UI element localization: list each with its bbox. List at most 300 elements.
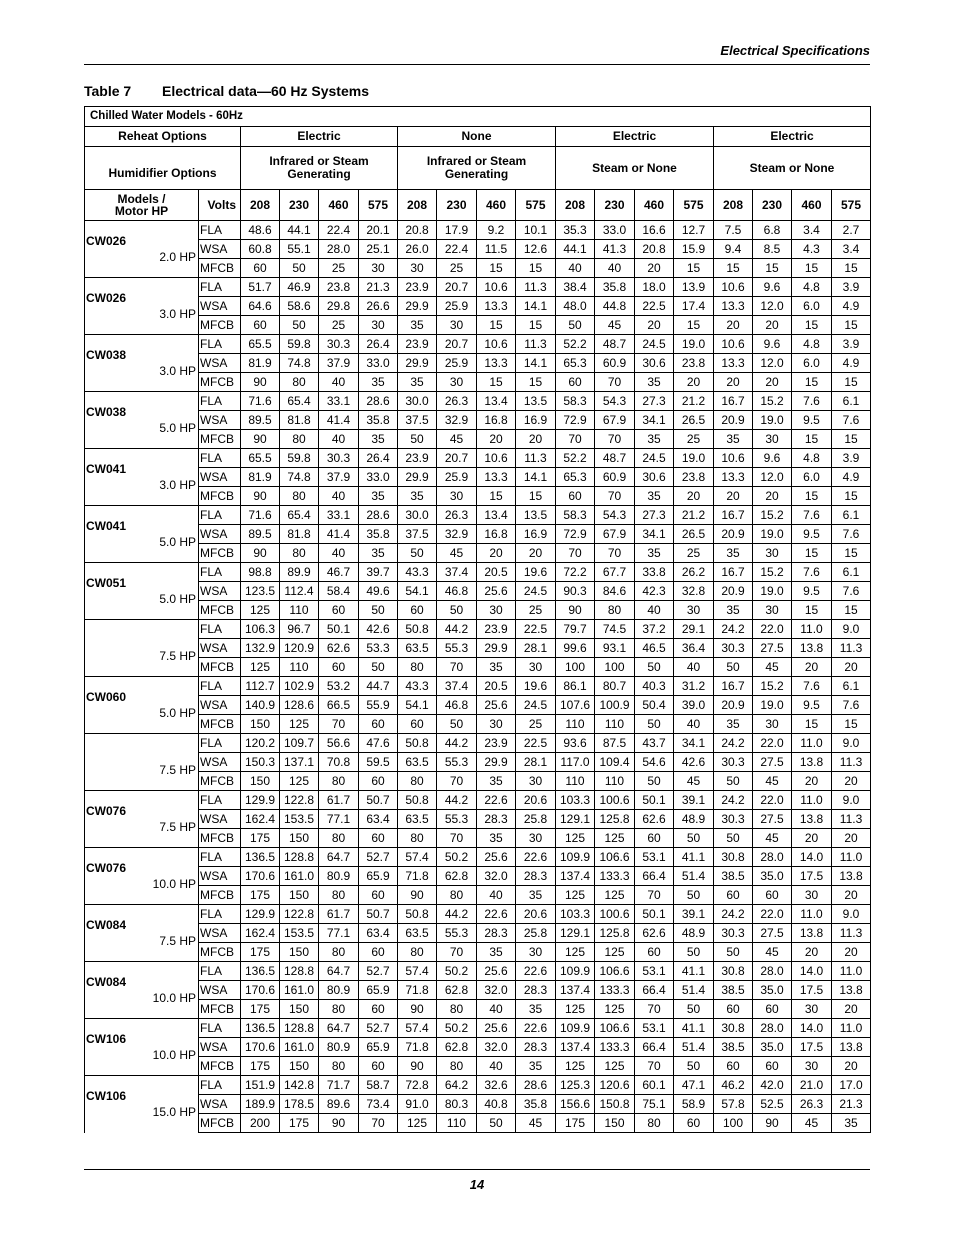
data-cell: 6.1 bbox=[832, 506, 871, 525]
data-cell: 37.4 bbox=[437, 677, 477, 696]
data-cell: 34.1 bbox=[635, 525, 674, 544]
data-cell: 80 bbox=[319, 772, 359, 791]
data-cell: 15 bbox=[792, 487, 832, 506]
data-cell: 80.9 bbox=[319, 981, 359, 1000]
data-cell: 39.7 bbox=[359, 563, 398, 582]
table-row bbox=[85, 601, 871, 620]
data-cell: 117.0 bbox=[556, 753, 595, 772]
data-cell: 103.3 bbox=[556, 905, 595, 924]
data-cell: 38.5 bbox=[714, 867, 753, 886]
metric-label: WSA bbox=[199, 354, 241, 373]
data-cell: 93.6 bbox=[556, 734, 595, 753]
data-cell: 20 bbox=[516, 430, 556, 449]
data-cell: 35 bbox=[477, 943, 516, 962]
data-cell: 20.7 bbox=[437, 278, 477, 297]
data-cell: 15 bbox=[832, 487, 871, 506]
data-cell: 21.2 bbox=[674, 392, 714, 411]
data-cell: 128.8 bbox=[280, 848, 319, 867]
data-cell: 6.0 bbox=[792, 297, 832, 316]
data-cell: 40 bbox=[595, 259, 635, 278]
data-cell: 15 bbox=[753, 259, 792, 278]
data-cell: 20 bbox=[753, 373, 792, 392]
model-cell-spacer bbox=[85, 297, 199, 316]
data-cell: 35 bbox=[477, 772, 516, 791]
data-cell: 70 bbox=[437, 829, 477, 848]
data-cell: 6.0 bbox=[792, 354, 832, 373]
data-cell: 13.3 bbox=[714, 468, 753, 487]
data-cell: 50 bbox=[635, 658, 674, 677]
data-cell: 54.3 bbox=[595, 506, 635, 525]
data-cell: 35.8 bbox=[516, 1095, 556, 1114]
data-cell: 45 bbox=[753, 658, 792, 677]
data-cell: 25.9 bbox=[437, 354, 477, 373]
data-cell: 50.1 bbox=[319, 620, 359, 639]
data-cell: 30 bbox=[398, 259, 437, 278]
data-cell: 21.2 bbox=[674, 506, 714, 525]
data-cell: 43.3 bbox=[398, 563, 437, 582]
data-cell: 13.8 bbox=[832, 981, 871, 1000]
data-cell: 50 bbox=[674, 829, 714, 848]
data-cell: 15.2 bbox=[753, 677, 792, 696]
model-cell-spacer bbox=[85, 772, 199, 791]
data-cell: 74.8 bbox=[280, 354, 319, 373]
metric-label: MFCB bbox=[199, 1057, 241, 1076]
data-cell: 58.6 bbox=[280, 297, 319, 316]
data-cell: 24.2 bbox=[714, 905, 753, 924]
data-cell: 125 bbox=[595, 829, 635, 848]
model-cell bbox=[85, 335, 199, 378]
data-cell: 28.0 bbox=[753, 848, 792, 867]
data-cell: 150 bbox=[280, 1057, 319, 1076]
metric-label: FLA bbox=[199, 1076, 241, 1095]
model-cell-spacer bbox=[85, 886, 199, 905]
data-cell: 123.5 bbox=[241, 582, 280, 601]
data-cell: 44.1 bbox=[280, 221, 319, 240]
data-cell: 70 bbox=[359, 1114, 398, 1133]
data-cell: 6.8 bbox=[753, 221, 792, 240]
data-cell: 125 bbox=[595, 943, 635, 962]
data-cell: 150.3 bbox=[241, 753, 280, 772]
data-cell: 70 bbox=[437, 772, 477, 791]
data-cell: 52.7 bbox=[359, 848, 398, 867]
data-cell: 41.4 bbox=[319, 411, 359, 430]
table-row bbox=[85, 734, 871, 753]
data-cell: 41.4 bbox=[319, 525, 359, 544]
data-cell: 109.4 bbox=[595, 753, 635, 772]
data-cell: 90 bbox=[398, 1057, 437, 1076]
metric-label: WSA bbox=[199, 696, 241, 715]
data-cell: 106.6 bbox=[595, 962, 635, 981]
data-cell: 70 bbox=[635, 886, 674, 905]
data-cell: 3.4 bbox=[792, 221, 832, 240]
data-cell: 67.9 bbox=[595, 411, 635, 430]
data-cell: 30.3 bbox=[714, 639, 753, 658]
data-cell: 20 bbox=[714, 316, 753, 335]
data-cell: 50 bbox=[437, 715, 477, 734]
data-cell: 77.1 bbox=[319, 924, 359, 943]
table-row bbox=[85, 829, 871, 848]
data-cell: 70 bbox=[635, 1000, 674, 1019]
data-cell: 25.6 bbox=[477, 696, 516, 715]
model-cell-spacer bbox=[85, 981, 199, 1000]
data-cell: 13.3 bbox=[477, 354, 516, 373]
data-cell: 175 bbox=[241, 829, 280, 848]
data-cell: 84.6 bbox=[595, 582, 635, 601]
data-cell: 20 bbox=[635, 316, 674, 335]
data-cell: 129.9 bbox=[241, 791, 280, 810]
volts-header: 230 bbox=[753, 190, 792, 221]
data-cell: 27.5 bbox=[753, 753, 792, 772]
volts-header: 230 bbox=[437, 190, 477, 221]
model-cell-spacer bbox=[85, 354, 199, 373]
data-cell: 62.6 bbox=[319, 639, 359, 658]
table-row bbox=[85, 487, 871, 506]
volts-header: 230 bbox=[280, 190, 319, 221]
data-cell: 13.8 bbox=[792, 753, 832, 772]
data-cell: 30 bbox=[516, 829, 556, 848]
data-cell: 89.5 bbox=[241, 525, 280, 544]
data-cell: 64.7 bbox=[319, 1019, 359, 1038]
data-cell: 27.3 bbox=[635, 506, 674, 525]
data-cell: 26.5 bbox=[674, 525, 714, 544]
data-cell: 60.9 bbox=[595, 354, 635, 373]
data-cell: 26.3 bbox=[437, 392, 477, 411]
data-cell: 50.8 bbox=[398, 791, 437, 810]
data-cell: 58.9 bbox=[674, 1095, 714, 1114]
metric-label: MFCB bbox=[199, 886, 241, 905]
table-row bbox=[85, 1076, 871, 1095]
data-cell: 60 bbox=[635, 943, 674, 962]
data-cell: 30 bbox=[359, 316, 398, 335]
data-cell: 20 bbox=[635, 259, 674, 278]
metric-label: FLA bbox=[199, 506, 241, 525]
data-cell: 33.0 bbox=[359, 468, 398, 487]
data-cell: 50 bbox=[714, 829, 753, 848]
data-cell: 90 bbox=[753, 1114, 792, 1133]
data-cell: 50.1 bbox=[635, 791, 674, 810]
metric-label: MFCB bbox=[199, 430, 241, 449]
data-cell: 150 bbox=[241, 715, 280, 734]
data-cell: 81.9 bbox=[241, 468, 280, 487]
data-cell: 53.1 bbox=[635, 962, 674, 981]
data-cell: 30.0 bbox=[398, 506, 437, 525]
data-cell: 12.6 bbox=[516, 240, 556, 259]
reheat-option: Electric bbox=[714, 127, 871, 147]
table-row bbox=[85, 297, 871, 316]
metric-label: MFCB bbox=[199, 658, 241, 677]
metric-label: FLA bbox=[199, 677, 241, 696]
data-cell: 38.5 bbox=[714, 981, 753, 1000]
data-cell: 26.3 bbox=[792, 1095, 832, 1114]
metric-label: MFCB bbox=[199, 829, 241, 848]
data-cell: 46.8 bbox=[437, 582, 477, 601]
data-cell: 20 bbox=[832, 943, 871, 962]
data-cell: 20 bbox=[832, 886, 871, 905]
data-cell: 30.8 bbox=[714, 962, 753, 981]
data-cell: 128.8 bbox=[280, 1019, 319, 1038]
data-cell: 73.4 bbox=[359, 1095, 398, 1114]
metric-label: WSA bbox=[199, 981, 241, 1000]
data-cell: 51.4 bbox=[674, 981, 714, 1000]
data-cell: 48.0 bbox=[556, 297, 595, 316]
metric-label: FLA bbox=[199, 734, 241, 753]
data-cell: 25.6 bbox=[477, 582, 516, 601]
data-cell: 54.3 bbox=[595, 392, 635, 411]
table-row bbox=[85, 1095, 871, 1114]
data-cell: 50.8 bbox=[398, 734, 437, 753]
data-cell: 129.1 bbox=[556, 810, 595, 829]
data-cell: 11.0 bbox=[832, 1019, 871, 1038]
data-cell: 40 bbox=[674, 715, 714, 734]
metric-label: FLA bbox=[199, 563, 241, 582]
reheat-options-label: Reheat Options bbox=[85, 127, 241, 147]
data-cell: 63.5 bbox=[398, 924, 437, 943]
data-cell: 106.6 bbox=[595, 848, 635, 867]
motor-hp: 3.0 HP bbox=[159, 307, 196, 321]
data-cell: 100.6 bbox=[595, 905, 635, 924]
table-row bbox=[85, 867, 871, 886]
model-cell-spacer bbox=[85, 658, 199, 677]
data-cell: 26.2 bbox=[674, 563, 714, 582]
motor-hp: 7.5 HP bbox=[159, 934, 196, 948]
data-cell: 45 bbox=[753, 943, 792, 962]
data-cell: 40 bbox=[319, 373, 359, 392]
data-cell: 37.5 bbox=[398, 411, 437, 430]
data-cell: 25 bbox=[319, 316, 359, 335]
data-cell: 106.3 bbox=[241, 620, 280, 639]
data-cell: 24.2 bbox=[714, 734, 753, 753]
data-cell: 26.0 bbox=[398, 240, 437, 259]
data-cell: 80 bbox=[280, 373, 319, 392]
data-cell: 65.3 bbox=[556, 468, 595, 487]
data-cell: 80 bbox=[398, 829, 437, 848]
data-cell: 24.2 bbox=[714, 791, 753, 810]
data-cell: 80 bbox=[280, 487, 319, 506]
volts-label: Volts bbox=[199, 190, 241, 221]
data-cell: 43.7 bbox=[635, 734, 674, 753]
data-cell: 60 bbox=[359, 1000, 398, 1019]
data-cell: 110 bbox=[280, 658, 319, 677]
table-row bbox=[85, 753, 871, 772]
data-cell: 30.3 bbox=[319, 449, 359, 468]
metric-label: FLA bbox=[199, 791, 241, 810]
data-cell: 156.6 bbox=[556, 1095, 595, 1114]
electrical-data-table bbox=[84, 106, 871, 1133]
data-cell: 37.9 bbox=[319, 354, 359, 373]
data-cell: 8.5 bbox=[753, 240, 792, 259]
motor-hp: 5.0 HP bbox=[159, 535, 196, 549]
data-cell: 162.4 bbox=[241, 924, 280, 943]
model-name: CW041 bbox=[86, 519, 127, 533]
volts-header: 460 bbox=[635, 190, 674, 221]
data-cell: 35 bbox=[635, 373, 674, 392]
data-cell: 17.9 bbox=[437, 221, 477, 240]
data-cell: 109.7 bbox=[280, 734, 319, 753]
table-row bbox=[85, 316, 871, 335]
model-cell bbox=[85, 677, 199, 720]
metric-label: MFCB bbox=[199, 487, 241, 506]
data-cell: 20 bbox=[832, 658, 871, 677]
metric-label: FLA bbox=[199, 449, 241, 468]
data-cell: 15 bbox=[792, 715, 832, 734]
data-cell: 32.0 bbox=[477, 981, 516, 1000]
data-cell: 90 bbox=[241, 373, 280, 392]
data-cell: 170.6 bbox=[241, 1038, 280, 1057]
data-cell: 39.1 bbox=[674, 791, 714, 810]
data-cell: 15 bbox=[832, 316, 871, 335]
data-cell: 20.7 bbox=[437, 449, 477, 468]
data-cell: 44.1 bbox=[556, 240, 595, 259]
data-cell: 125 bbox=[398, 1114, 437, 1133]
data-cell: 178.5 bbox=[280, 1095, 319, 1114]
metric-label: MFCB bbox=[199, 259, 241, 278]
data-cell: 175 bbox=[280, 1114, 319, 1133]
data-cell: 15 bbox=[674, 316, 714, 335]
data-cell: 30.0 bbox=[398, 392, 437, 411]
metric-label: WSA bbox=[199, 1095, 241, 1114]
data-cell: 55.3 bbox=[437, 753, 477, 772]
data-cell: 30.8 bbox=[714, 1019, 753, 1038]
data-cell: 90 bbox=[398, 886, 437, 905]
data-cell: 90 bbox=[241, 487, 280, 506]
data-cell: 9.0 bbox=[832, 905, 871, 924]
data-cell: 9.2 bbox=[477, 221, 516, 240]
model-name: CW106 bbox=[86, 1089, 127, 1103]
data-cell: 6.0 bbox=[792, 468, 832, 487]
data-cell: 150 bbox=[241, 772, 280, 791]
table-row bbox=[85, 240, 871, 259]
data-cell: 28.0 bbox=[753, 962, 792, 981]
model-cell-spacer bbox=[85, 544, 199, 563]
table-title-cell: Chilled Water Models - 60Hz bbox=[85, 107, 871, 127]
data-cell: 16.9 bbox=[516, 411, 556, 430]
data-cell: 16.7 bbox=[714, 506, 753, 525]
model-cell-spacer bbox=[85, 316, 199, 335]
data-cell: 61.7 bbox=[319, 791, 359, 810]
data-cell: 80 bbox=[280, 544, 319, 563]
data-cell: 26.4 bbox=[359, 335, 398, 354]
data-cell: 23.8 bbox=[319, 278, 359, 297]
data-cell: 7.6 bbox=[832, 525, 871, 544]
data-cell: 20 bbox=[792, 943, 832, 962]
data-cell: 70 bbox=[437, 943, 477, 962]
data-cell: 14.0 bbox=[792, 962, 832, 981]
data-cell: 23.8 bbox=[674, 468, 714, 487]
data-cell: 80 bbox=[437, 886, 477, 905]
data-cell: 136.5 bbox=[241, 848, 280, 867]
data-cell: 23.9 bbox=[398, 449, 437, 468]
data-cell: 19.0 bbox=[753, 411, 792, 430]
data-cell: 71.7 bbox=[319, 1076, 359, 1095]
data-cell: 58.4 bbox=[319, 582, 359, 601]
data-cell: 33.0 bbox=[595, 221, 635, 240]
data-cell: 71.6 bbox=[241, 392, 280, 411]
data-cell: 35 bbox=[359, 373, 398, 392]
data-cell: 15 bbox=[792, 601, 832, 620]
data-cell: 24.5 bbox=[635, 335, 674, 354]
table-row bbox=[85, 981, 871, 1000]
data-cell: 4.8 bbox=[792, 335, 832, 354]
metric-label: FLA bbox=[199, 848, 241, 867]
data-cell: 50.8 bbox=[398, 620, 437, 639]
data-cell: 15 bbox=[516, 259, 556, 278]
model-name: CW038 bbox=[86, 405, 127, 419]
data-cell: 20 bbox=[832, 1057, 871, 1076]
data-cell: 7.6 bbox=[792, 392, 832, 411]
data-cell: 49.6 bbox=[359, 582, 398, 601]
data-cell: 64.7 bbox=[319, 962, 359, 981]
table-row bbox=[85, 696, 871, 715]
model-cell-spacer bbox=[85, 487, 199, 506]
data-cell: 35 bbox=[635, 487, 674, 506]
table-row bbox=[85, 1000, 871, 1019]
data-cell: 47.1 bbox=[674, 1076, 714, 1095]
data-cell: 136.5 bbox=[241, 962, 280, 981]
data-cell: 25.1 bbox=[359, 240, 398, 259]
data-cell: 110 bbox=[595, 715, 635, 734]
data-cell: 13.5 bbox=[516, 392, 556, 411]
data-cell: 80 bbox=[319, 1057, 359, 1076]
data-cell: 62.8 bbox=[437, 1038, 477, 1057]
data-cell: 7.6 bbox=[832, 582, 871, 601]
data-cell: 35.0 bbox=[753, 981, 792, 1000]
data-cell: 55.1 bbox=[280, 240, 319, 259]
reheat-option: None bbox=[398, 127, 556, 147]
data-cell: 12.0 bbox=[753, 297, 792, 316]
data-cell: 80 bbox=[635, 1114, 674, 1133]
data-cell: 11.0 bbox=[832, 848, 871, 867]
data-cell: 60 bbox=[359, 1057, 398, 1076]
data-cell: 25 bbox=[516, 715, 556, 734]
data-cell: 136.5 bbox=[241, 1019, 280, 1038]
data-cell: 110 bbox=[556, 715, 595, 734]
data-cell: 22.5 bbox=[516, 734, 556, 753]
data-cell: 30 bbox=[359, 259, 398, 278]
metric-label: FLA bbox=[199, 392, 241, 411]
data-cell: 6.1 bbox=[832, 677, 871, 696]
data-cell: 70 bbox=[595, 430, 635, 449]
data-cell: 20.5 bbox=[477, 677, 516, 696]
model-cell bbox=[85, 449, 199, 492]
model-cell-spacer bbox=[85, 1000, 199, 1019]
data-cell: 70 bbox=[437, 658, 477, 677]
data-cell: 59.5 bbox=[359, 753, 398, 772]
data-cell: 13.5 bbox=[516, 506, 556, 525]
data-cell: 15 bbox=[832, 601, 871, 620]
data-cell: 66.5 bbox=[319, 696, 359, 715]
table-row bbox=[85, 392, 871, 411]
data-cell: 15.2 bbox=[753, 392, 792, 411]
data-cell: 133.3 bbox=[595, 981, 635, 1000]
data-cell: 110 bbox=[556, 772, 595, 791]
data-cell: 3.9 bbox=[832, 335, 871, 354]
data-cell: 20 bbox=[832, 772, 871, 791]
data-cell: 122.8 bbox=[280, 905, 319, 924]
data-cell: 40 bbox=[477, 886, 516, 905]
data-cell: 98.8 bbox=[241, 563, 280, 582]
table-row bbox=[85, 373, 871, 392]
data-cell: 9.5 bbox=[792, 525, 832, 544]
data-cell: 80.9 bbox=[319, 1038, 359, 1057]
metric-label: WSA bbox=[199, 810, 241, 829]
data-cell: 42.0 bbox=[753, 1076, 792, 1095]
data-cell: 27.5 bbox=[753, 924, 792, 943]
data-cell: 61.7 bbox=[319, 905, 359, 924]
data-cell: 60 bbox=[359, 829, 398, 848]
data-cell: 4.8 bbox=[792, 449, 832, 468]
model-cell-spacer bbox=[85, 411, 199, 430]
model-cell-spacer bbox=[85, 430, 199, 449]
